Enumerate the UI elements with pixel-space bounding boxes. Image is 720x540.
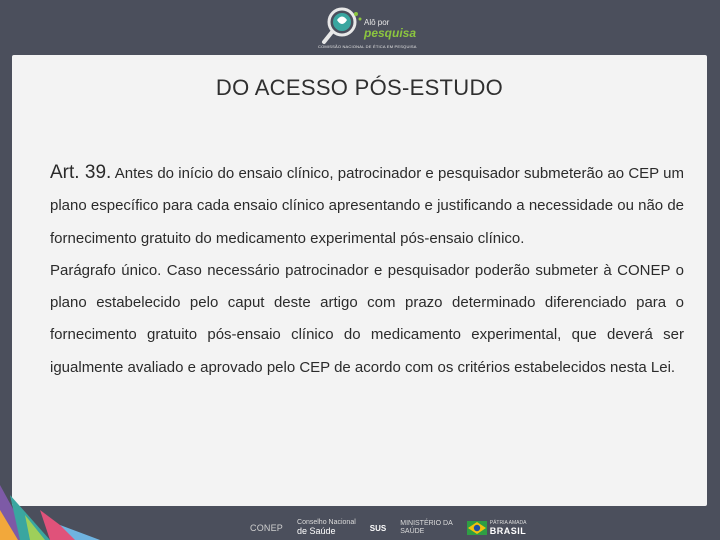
logo-tagline: COMISSÃO NACIONAL DE ÉTICA EM PESQUISA (318, 44, 417, 49)
slide-body (50, 157, 684, 384)
header (0, 0, 720, 54)
patria-text: PÁTRIA AMADA (489, 520, 527, 526)
cns-line2: de Saúde (297, 526, 336, 536)
brazil-flag-icon (467, 521, 487, 535)
ministerio-saude-logo (400, 520, 453, 536)
article-39-paragraph (50, 157, 684, 255)
cns-line1: Conselho Nacional (297, 519, 356, 526)
footer-logos (250, 519, 526, 537)
governo-brasil-logo (467, 519, 527, 537)
logo-text-main: pesquisa (364, 26, 417, 40)
article-label: Art. 39. (50, 162, 112, 183)
slide-title: DO ACESSO PÓS-ESTUDO (215, 75, 504, 100)
ministerio-line2: SAÚDE (400, 528, 425, 535)
logo-text-top: Alô por (364, 18, 390, 27)
article-text: Antes do início do ensaio clínico, patrocinador e pesquisador submeterão ao CEP um plano específico para cada ensaio clínico apresentando e justificando a necessidade ou não de fornecimento gratuito do medicamento experimental pós-ensaio clínico. (50, 165, 684, 247)
cns-logo (297, 519, 356, 537)
sole-paragraph: Parágrafo único. Caso necessário patrocinador e pesquisador poderão submeter à CONEP o plano estabelecido pelo caput deste artigo com prazo determinado diferenciado para o fornecimento gratuito pós-ensaio clínico do medicamento experimental, que deverá ser igualmente avaliado e aprovado pelo CEP de acordo com os critérios estabelecidos nesta Lei. (50, 261, 684, 376)
footer (0, 506, 720, 540)
brasil-text: BRASIL (489, 526, 527, 536)
conep-logo: CONEP (250, 523, 284, 533)
ministerio-line1: MINISTÉRIO DA (400, 520, 453, 527)
sus-logo: SUS (369, 523, 387, 533)
slide-content-card (12, 55, 707, 506)
